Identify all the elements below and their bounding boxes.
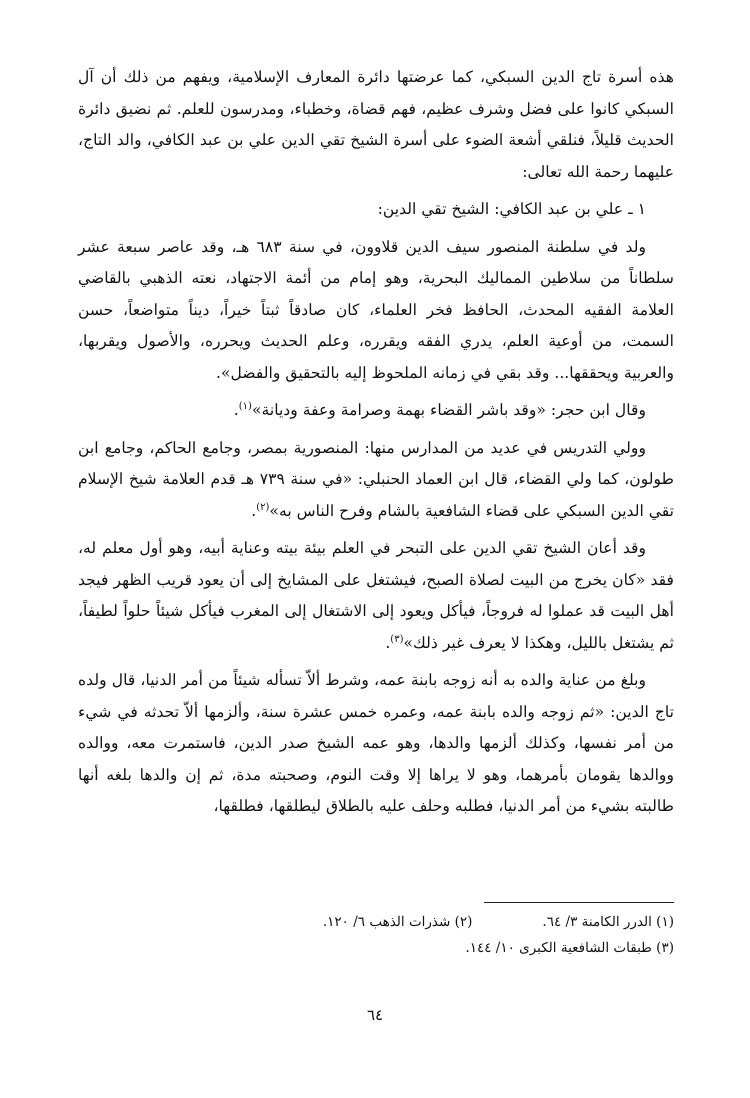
page-number: ٦٤ <box>366 1006 384 1024</box>
paragraph-ibn-hajar: وقال ابن حجر: «وقد باشر القضاء بهمة وصرامة وعفة وديانة»$^{(١)}$. <box>233 400 646 419</box>
footnote-row-1 <box>78 909 674 935</box>
paragraph-birth: ولد في سلطنة المنصور سيف الدين قلاوون، في سنة ٦٨٣ هـ، وقد عاصر سبعة عشر سلطاناً من سلاطين المماليك البحرية، وهو إمام من أئمة الاجتهاد، نعته الذهبي بالقاضي العلامة الفقيه المحدث، الحافظ فخر العلماء، كان صادقاً ثبتاً خيراً، ديناً متواضعاً، حسن السمت، من أوعية العلم، يدري الفقه ويقرره، وعلم الحديث ويحرره، والأصول ويقربها، والعربية ويحققها... وقد بقي في زمانه الملحوظ إليه بالتحقيق والفضل». <box>78 237 674 382</box>
footnote-divider <box>484 902 674 903</box>
footnote-ref-1: (١) <box>238 400 252 412</box>
footnote-ref-3: (٣) <box>390 633 404 645</box>
section-heading: ١ ـ علي بن عبد الكافي: الشيخ تقي الدين: <box>377 200 646 218</box>
paragraph-teaching: وولي التدريس في عديد من المدارس منها: المنصورية بمصر، وجامع الحاكم، وجامع ابن طولون، كما ولي القضاء، قال ابن العماد الحنبلي: «في سنة ٧٣٩ هـ قدم العلامة شيخ الإسلام تقي الدين السبكي على قضاء الشافعية بالشام وفرح الناس به»$^{(٢)}$. <box>78 438 674 520</box>
main-text <box>78 62 674 823</box>
paragraph-upbringing: وقد أعان الشيخ تقي الدين على التبحر في العلم بيئة بيته وعناية أبيه، وهو أول معلم له، فقد «كان يخرج من البيت لصلاة الصبح، فيشتغل على المشايخ إلى أن يعود قريب الظهر فيجد أهل البيت قد عملوا له فروجاً، فيأكل ويعود إلى الاشتغال إلى المغرب فيأكل شيئاً حلواً لطيفاً، ثم يشتغل بالليل، وهكذا لا يعرف غير ذلك»$^{(٣)}$. <box>78 539 674 652</box>
footnote-2: (٢) شذرات الذهب ٦/ ١٢٠. <box>322 914 473 930</box>
footnote-1: (١) الدرر الكامنة ٣/ ٦٤. <box>542 914 674 930</box>
footnote-row-2 <box>78 935 674 961</box>
paragraph-intro: هذه أسرة تاج الدين السبكي، كما عرضتها دائرة المعارف الإسلامية، ويفهم من ذلك أن آل السبكي كانوا على فضل وشرف عظيم، فهم قضاة، وخطباء، ومدرسون للعلم. ثم نضيق دائرة الحديث قليلاً، فنلقي أشعة الضوء على أسرة الشيخ تقي الدين علي بن عبد الكافي، والد التاج، عليهما رحمة الله تعالى: <box>78 68 674 181</box>
paragraph-marriage: وبلغ من عناية والده به أنه زوجه بابنة عمه، وشرط ألاّ تسأله شيئاً من أمر الدنيا، قال ولده تاج الدين: «ثم زوجه والده بابنة عمه، وعمره خمس عشرة سنة، وألزمها ألاّ تحدثه في شيء من أمر نفسها، وكذلك ألزمها والدها، وهو عمه الشيخ صدر الدين، فاستمرت معه، ووالده ووالدها يقومان بأمرهما، وهو لا يراها إلا وقت النوم، وصحبته مدة، ثم إن والدها بلغه أنها طالبته بشيء من أمر الدنيا، فطلبه وحلف عليه بالطلاق ليطلقها، فطلقها، <box>78 671 674 815</box>
page-body <box>78 62 674 829</box>
footnote-3: (٣) طبقات الشافعية الكبرى ١٠/ ١٤٤. <box>465 940 674 956</box>
footnotes <box>78 902 674 961</box>
footnote-ref-2: (٢) <box>256 501 270 513</box>
